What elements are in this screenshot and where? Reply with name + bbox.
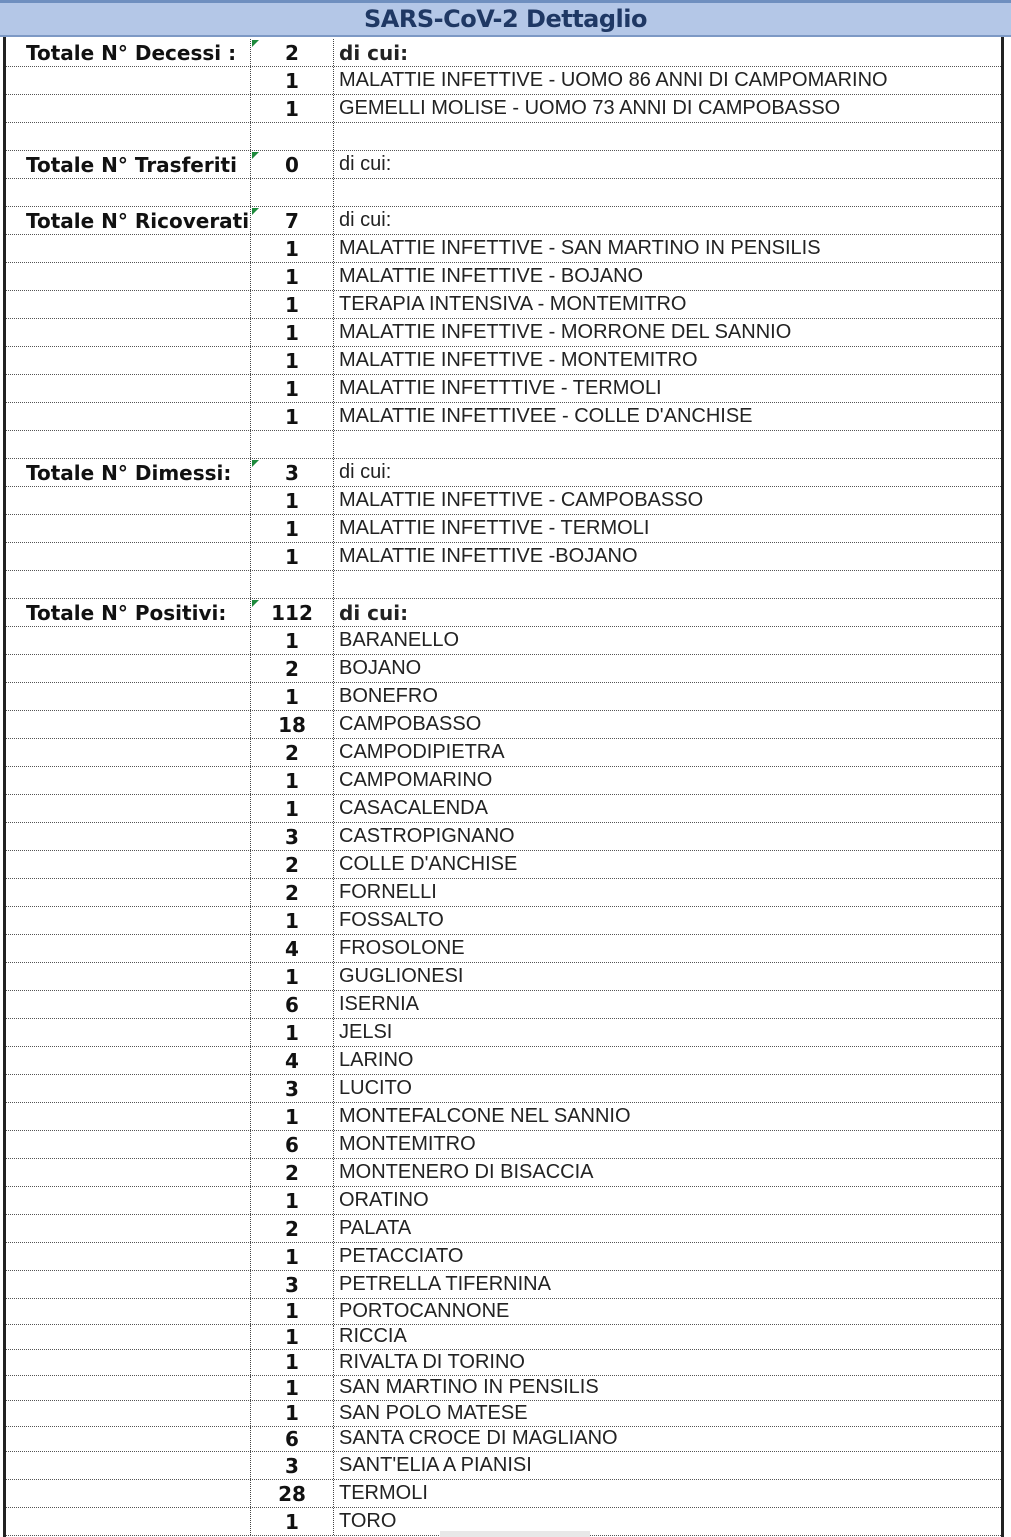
count-cell: 1 [250,347,334,374]
description-cell: MALATTIE INFETTIVE - UOMO 86 ANNI DI CAMPOMARINO [339,69,888,91]
total-label-cell: Totale N° Ricoverati [26,208,250,233]
table-row[interactable] [6,347,1001,375]
description-cell: MALATTIE INFETTIVE - CAMPOBASSO [339,489,704,511]
description-cell: MALATTIE INFETTIVE - TERMOLI [339,517,650,539]
count-cell: 7 [250,207,334,234]
table-row[interactable] [6,319,1001,347]
total-label-cell: Totale N° Dimessi: [26,460,232,485]
description-cell: GUGLIONESI [339,965,464,987]
description-cell: SAN MARTINO IN PENSILIS [339,1376,599,1399]
count-cell: 4 [250,935,334,962]
total-label-cell [6,1350,250,1375]
cell-note-marker-icon [252,460,259,467]
description-cell: di cui: [339,40,409,65]
description-cell: MALATTIE INFETTIVE - BOJANO [339,265,644,287]
total-label-cell [6,1131,250,1158]
table-row[interactable] [6,1401,1001,1427]
sheet-title: SARS-CoV-2 Dettaglio [364,5,647,33]
total-label-cell: Totale N° Trasferiti [26,152,237,177]
total-label-cell [6,1159,250,1186]
total-label-cell [6,1376,250,1401]
description-cell: JELSI [339,1021,393,1043]
count-cell: 1 [250,1350,334,1375]
description-cell: COLLE D'ANCHISE [339,853,518,875]
cell-note-marker-icon [252,208,259,215]
table-row[interactable] [6,1131,1001,1159]
count-cell: 1 [250,515,334,542]
total-label-cell [6,1299,250,1324]
total-label-cell [6,795,250,822]
description-cell: RICCIA [339,1325,407,1348]
description-cell: SANT'ELIA A PIANISI [339,1454,532,1476]
description-cell: PORTOCANNONE [339,1299,510,1322]
count-cell: 1 [250,1508,334,1535]
description-cell: RIVALTA DI TORINO [339,1350,525,1373]
table-row[interactable] [6,1243,1001,1271]
total-label-cell [6,1187,250,1214]
count-cell: 0 [250,151,334,178]
count-cell: 1 [250,375,334,402]
total-label-cell [6,907,250,934]
count-cell: 1 [250,963,334,990]
count-cell: 3 [250,1452,334,1479]
total-label-cell [6,655,250,682]
count-cell: 6 [250,991,334,1018]
description-cell: TERAPIA INTENSIVA - MONTEMITRO [339,293,687,315]
description-cell: TORO [339,1510,397,1532]
description-cell: FOSSALTO [339,909,444,931]
total-label-cell [6,739,250,766]
cell-note-marker-icon [252,152,259,159]
total-label-cell [6,1401,250,1426]
description-cell: LARINO [339,1049,414,1071]
total-label-cell [6,291,250,318]
count-cell: 1 [250,403,334,430]
total-label-cell [6,571,250,598]
table-row[interactable] [6,1215,1001,1243]
count-cell: 1 [250,319,334,346]
total-label-cell [6,515,250,542]
table-row[interactable] [6,711,1001,739]
total-label-cell [6,627,250,654]
total-label-cell [6,1103,250,1130]
table-row[interactable] [6,1452,1001,1480]
table-row[interactable] [6,1350,1001,1376]
scroll-shadow [440,1531,590,1537]
count-cell: 1 [250,767,334,794]
total-label-cell [6,1215,250,1242]
count-cell: 28 [250,1480,334,1507]
table-row[interactable] [6,151,1001,179]
description-cell: MALATTIE INFETTIVE - MONTEMITRO [339,349,698,371]
cell-note-marker-icon [252,40,259,47]
description-cell: MALATTIE INFETTIVE - SAN MARTINO IN PENSILIS [339,237,821,259]
total-label-cell [6,851,250,878]
description-cell [336,571,1001,598]
table-row[interactable] [6,991,1001,1019]
count-cell: 2 [250,39,334,66]
table-row[interactable] [6,1325,1001,1351]
total-label-cell [6,963,250,990]
description-cell: di cui: [339,209,392,231]
total-label-cell [6,431,250,458]
table-row[interactable] [6,599,1001,627]
count-cell: 6 [250,1131,334,1158]
total-label-cell [6,767,250,794]
count-cell: 112 [250,599,334,626]
table-row[interactable] [6,739,1001,767]
count-cell: 2 [250,851,334,878]
description-cell [336,179,1001,206]
table-row[interactable] [6,207,1001,235]
total-label-cell [6,991,250,1018]
right-border [1001,37,1004,1537]
table-row[interactable] [6,571,1001,599]
total-label-cell [6,263,250,290]
table-row[interactable] [6,767,1001,795]
total-label-cell [6,823,250,850]
count-cell: 1 [250,1376,334,1401]
table-row[interactable] [6,39,1001,67]
count-cell: 1 [250,1401,334,1426]
total-label-cell [6,1452,250,1479]
table-row[interactable] [6,67,1001,95]
table-row[interactable] [6,403,1001,431]
total-label-cell [6,1508,250,1535]
total-label-cell [6,683,250,710]
total-label-cell [6,543,250,570]
description-cell: PETACCIATO [339,1245,464,1267]
total-label-cell [6,179,250,206]
description-cell: BOJANO [339,657,422,679]
table-row[interactable] [6,627,1001,655]
description-cell: CASACALENDA [339,797,488,819]
description-cell: CAMPOMARINO [339,769,493,791]
total-label-cell [6,1243,250,1270]
table-row[interactable] [6,487,1001,515]
table-row[interactable] [6,431,1001,459]
table-row[interactable] [6,263,1001,291]
count-cell: 1 [250,1103,334,1130]
total-label-cell [6,1480,250,1507]
count-cell: 1 [250,683,334,710]
table-row[interactable] [6,515,1001,543]
count-cell: 1 [250,1299,334,1324]
count-cell: 1 [250,1325,334,1350]
cell-note-marker-icon [252,600,259,607]
count-cell: 1 [250,543,334,570]
description-cell: ORATINO [339,1189,429,1211]
count-cell: 1 [250,907,334,934]
table-row[interactable] [6,795,1001,823]
description-cell: SAN POLO MATESE [339,1401,528,1424]
description-cell: CAMPOBASSO [339,713,482,735]
table-row[interactable] [6,1480,1001,1508]
total-label-cell [6,375,250,402]
total-label-cell [6,347,250,374]
count-cell: 2 [250,1159,334,1186]
table-row[interactable] [6,1019,1001,1047]
description-cell: CASTROPIGNANO [339,825,515,847]
table-row[interactable] [6,1376,1001,1402]
table-row[interactable] [6,179,1001,207]
count-cell [250,571,334,598]
description-cell: di cui: [339,461,392,483]
description-cell: BARANELLO [339,629,460,651]
total-label-cell [6,1047,250,1074]
count-cell: 1 [250,795,334,822]
table-row[interactable] [6,459,1001,487]
table-row[interactable] [6,95,1001,123]
description-cell: BONEFRO [339,685,438,707]
count-cell: 2 [250,655,334,682]
table-row[interactable] [6,1075,1001,1103]
count-cell [250,123,334,150]
table-row[interactable] [6,879,1001,907]
description-cell: MALATTIE INFETTIVE -BOJANO [339,545,638,567]
table-row[interactable] [6,291,1001,319]
count-cell: 3 [250,1075,334,1102]
count-cell: 1 [250,291,334,318]
count-cell: 3 [250,823,334,850]
table-row[interactable] [6,123,1001,151]
total-label-cell [6,95,250,122]
table-row[interactable] [6,823,1001,851]
table-row[interactable] [6,655,1001,683]
table-row[interactable] [6,1187,1001,1215]
total-label-cell [6,711,250,738]
count-cell [250,431,334,458]
count-cell: 1 [250,487,334,514]
table-row[interactable] [6,1427,1001,1453]
count-cell: 1 [250,627,334,654]
count-cell: 18 [250,711,334,738]
description-cell [336,123,1001,150]
description-cell: MONTEMITRO [339,1133,476,1155]
total-label-cell: Totale N° Positivi: [26,600,227,625]
sheet-title-bar [0,0,1011,37]
count-cell: 1 [250,1243,334,1270]
total-label-cell [6,123,250,150]
table-row[interactable] [6,1299,1001,1325]
table-row[interactable] [6,1047,1001,1075]
description-cell: PETRELLA TIFERNINA [339,1273,551,1295]
total-label-cell [6,935,250,962]
table-row[interactable] [6,851,1001,879]
count-cell [250,179,334,206]
total-label-cell [6,1075,250,1102]
count-cell: 2 [250,879,334,906]
table-row[interactable] [6,1271,1001,1299]
description-cell: TERMOLI [339,1482,428,1504]
table-row[interactable] [6,963,1001,991]
table-row[interactable] [6,235,1001,263]
description-cell: di cui: [339,153,392,175]
description-cell: ISERNIA [339,993,420,1015]
count-cell: 3 [250,1271,334,1298]
description-cell: GEMELLI MOLISE - UOMO 73 ANNI DI CAMPOBASSO [339,97,841,119]
total-label-cell [6,1325,250,1350]
table-row[interactable] [6,683,1001,711]
description-cell [336,431,1001,458]
total-label-cell: Totale N° Decessi : [26,40,237,65]
count-cell: 1 [250,1187,334,1214]
table-row[interactable] [6,1159,1001,1187]
count-cell: 2 [250,739,334,766]
description-cell: di cui: [339,600,409,625]
total-label-cell [6,403,250,430]
description-cell: LUCITO [339,1077,412,1099]
table-row[interactable] [6,1103,1001,1131]
description-cell: SANTA CROCE DI MAGLIANO [339,1427,618,1450]
count-cell: 4 [250,1047,334,1074]
description-cell: FORNELLI [339,881,437,903]
description-cell: MONTEFALCONE NEL SANNIO [339,1105,631,1127]
description-cell: MALATTIE INFETTIVEE - COLLE D'ANCHISE [339,405,753,427]
description-cell: PALATA [339,1217,412,1239]
total-label-cell [6,235,250,262]
total-label-cell [6,879,250,906]
count-cell: 2 [250,1215,334,1242]
count-cell: 1 [250,67,334,94]
description-cell: MALATTIE INFETTTIVE - TERMOLI [339,377,662,399]
table-row[interactable] [6,935,1001,963]
description-cell: FROSOLONE [339,937,465,959]
table-row[interactable] [6,907,1001,935]
count-cell: 1 [250,235,334,262]
count-cell: 1 [250,1019,334,1046]
count-cell: 3 [250,459,334,486]
total-label-cell [6,1019,250,1046]
table-row[interactable] [6,375,1001,403]
total-label-cell [6,1271,250,1298]
count-cell: 1 [250,95,334,122]
total-label-cell [6,1427,250,1452]
description-cell: MALATTIE INFETTIVE - MORRONE DEL SANNIO [339,321,792,343]
count-cell: 6 [250,1427,334,1452]
description-cell: MONTENERO DI BISACCIA [339,1161,594,1183]
table-row[interactable] [6,543,1001,571]
total-label-cell [6,487,250,514]
description-cell: CAMPODIPIETRA [339,741,505,763]
total-label-cell [6,319,250,346]
total-label-cell [6,67,250,94]
count-cell: 1 [250,263,334,290]
